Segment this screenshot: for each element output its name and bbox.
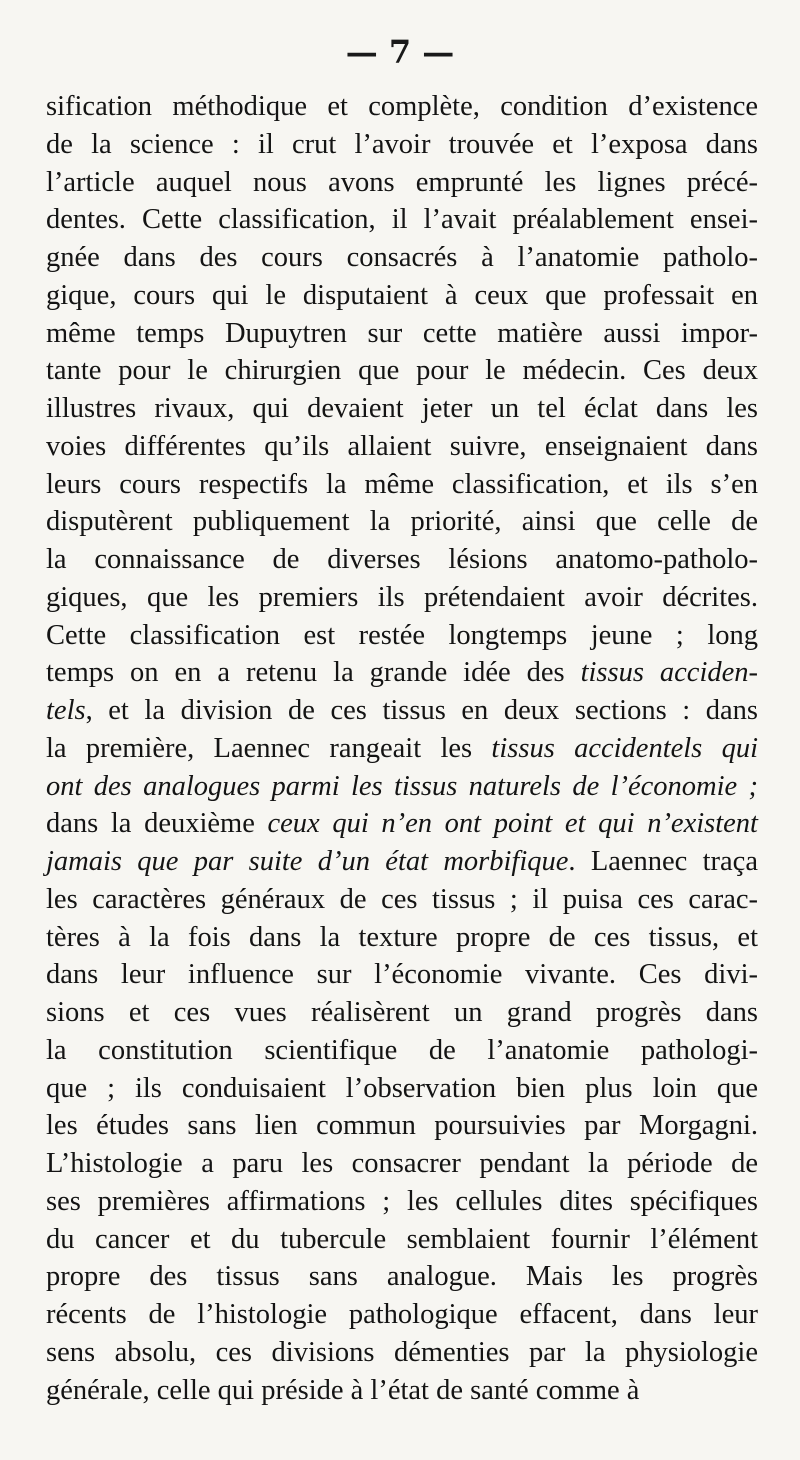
italic-text-segment: jamais que par suite d’un état morbifique: [46, 846, 569, 877]
text-segment: leurs cours respectifs la même classification, et ils s’en: [46, 468, 758, 500]
text-line: [46, 994, 758, 1032]
text-segment: gique, cours qui le disputaient à ceux que professait en: [46, 279, 758, 311]
text-segment: tères à la fois dans la texture propre de ces tissus, et: [46, 921, 758, 953]
text-segment: ses premières affirmations ; les cellules dites spécifiques: [46, 1185, 758, 1217]
text-line: [46, 1145, 758, 1183]
text-line: [46, 1258, 758, 1296]
text-segment: de la science : il crut l’avoir trouvée et l’exposa dans: [46, 128, 758, 160]
text-segment: sens absolu, ces divisions démenties par la physiologie: [46, 1336, 758, 1368]
text-line: [46, 956, 758, 994]
text-line: [46, 1372, 758, 1410]
text-segment: , et la division de ces tissus en deux sections : dans: [85, 695, 758, 726]
text-segment: . Laennec traça: [568, 846, 758, 877]
italic-text-segment: tissus accidentels qui: [491, 732, 758, 764]
text-segment: récents de l’histologie pathologique effacent, dans leur: [46, 1299, 758, 1330]
text-line: [46, 843, 758, 881]
text-segment: disputèrent publiquement la priorité, ainsi que celle de: [46, 506, 758, 538]
text-line: [46, 428, 758, 466]
text-segment: la constitution scientifique de l’anatomie pathologi-: [46, 1034, 758, 1066]
text-line: [46, 730, 758, 768]
text-segment: voies différentes qu’ils allaient suivre, enseignaient dans: [46, 430, 758, 462]
text-line: [46, 126, 758, 164]
text-segment: la connaissance de diverses lésions anatomo-patholo-: [46, 544, 758, 575]
italic-text-segment: ont des analogues parmi les tissus naturels de l’économie ;: [46, 770, 758, 802]
text-line: [46, 919, 758, 957]
text-segment: du cancer et du tubercule semblaient fournir l’élément: [46, 1223, 758, 1255]
text-segment: dans leur influence sur l’économie vivante. Ces divi-: [46, 959, 758, 991]
text-line: [46, 390, 758, 428]
body-text: [46, 88, 758, 1409]
text-line: [46, 654, 758, 692]
italic-text-segment: ceux qui n’en ont point et qui n’existent: [267, 808, 758, 840]
text-line: [46, 466, 758, 504]
text-segment: les études sans lien commun poursuivies par Morgagni.: [46, 1110, 758, 1142]
text-segment: L’histologie a paru les consacrer pendant la période de: [46, 1148, 758, 1179]
text-line: [46, 315, 758, 353]
text-line: [46, 1221, 758, 1259]
text-segment: les caractères généraux de ces tissus ; il puisa ces carac-: [46, 883, 758, 915]
text-line: [46, 768, 758, 806]
text-segment: gnée dans des cours consacrés à l’anatomie patholo-: [46, 242, 758, 273]
text-line: [46, 617, 758, 655]
text-segment: Cette classification est restée longtemps jeune ; long: [46, 619, 758, 651]
italic-text-segment: tels: [46, 695, 86, 726]
text-line: [46, 1032, 758, 1070]
text-segment: dans la deuxième: [46, 808, 268, 840]
text-segment: que ; ils conduisaient l’observation bien plus loin que: [46, 1072, 758, 1104]
text-segment: sions et ces vues réalisèrent un grand progrès dans: [46, 997, 758, 1028]
text-line: [46, 1334, 758, 1372]
text-line: [46, 503, 758, 541]
text-line: [46, 88, 758, 126]
text-line: [46, 1070, 758, 1108]
text-line: [46, 352, 758, 390]
italic-text-segment: tissus acciden-: [580, 657, 759, 689]
text-segment: illustres rivaux, qui devaient jeter un tel éclat dans les: [46, 393, 758, 424]
text-line: [46, 692, 758, 730]
text-segment: même temps Dupuytren sur cette matière aussi impor-: [46, 317, 758, 349]
text-line: [46, 201, 758, 239]
text-line: [46, 277, 758, 315]
text-segment: la première, Laennec rangeait les: [46, 732, 492, 764]
text-line: [46, 1183, 758, 1221]
page-number: — 7 —: [345, 33, 455, 71]
text-line: [46, 1296, 758, 1334]
text-line: [46, 164, 758, 202]
text-segment: tante pour le chirurgien que pour le médecin. Ces deux: [46, 355, 758, 387]
text-line: [46, 541, 758, 579]
text-line: [46, 805, 758, 843]
text-line: [46, 1107, 758, 1145]
text-segment: sification méthodique et complète, condition d’existence: [46, 91, 758, 122]
text-line: [46, 239, 758, 277]
text-segment: dentes. Cette classification, il l’avait préalablement ensei-: [46, 204, 758, 236]
text-line: [46, 579, 758, 617]
text-segment: temps on en a retenu la grande idée des: [46, 657, 581, 689]
text-segment: giques, que les premiers ils prétendaient avoir décrites.: [46, 581, 758, 613]
text-segment: propre des tissus sans analogue. Mais les progrès: [46, 1261, 758, 1293]
text-line: [46, 881, 758, 919]
text-segment: générale, celle qui préside à l’état de santé comme à: [46, 1374, 640, 1406]
text-segment: l’article auquel nous avons emprunté les lignes précé-: [46, 166, 758, 198]
